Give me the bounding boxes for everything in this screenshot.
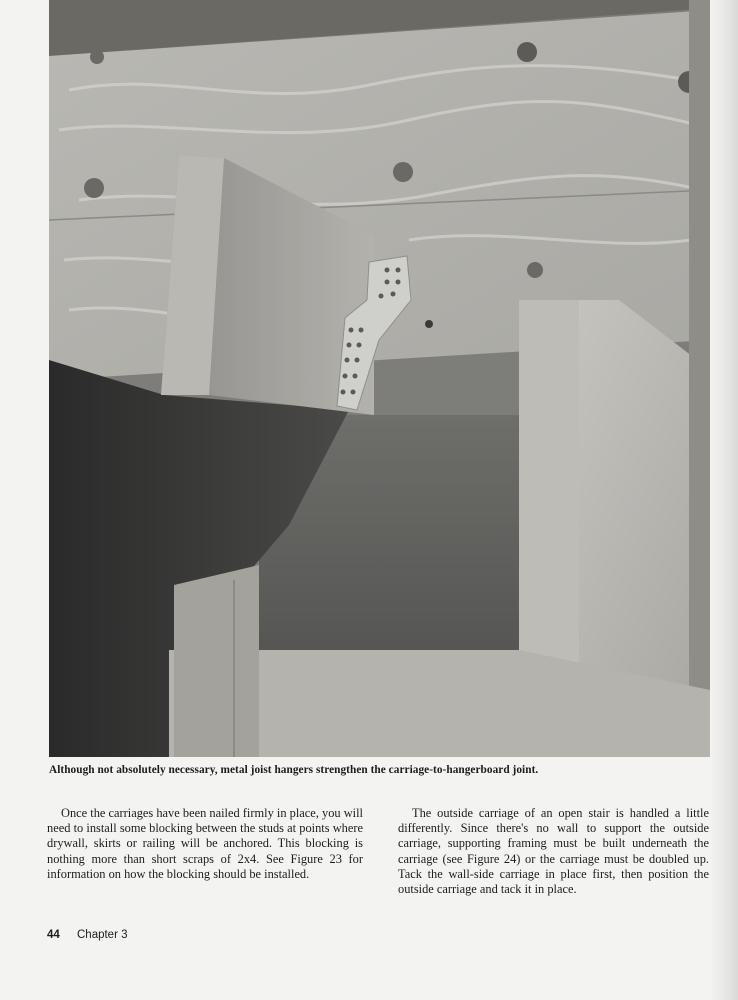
joist-hanger-photo (49, 0, 710, 757)
page-footer (47, 929, 128, 941)
figure-caption: Although not absolutely necessary, metal joist hangers strengthen the carriage-to-hangerboard joint. (49, 764, 539, 776)
page-gutter-shadow (710, 0, 738, 1000)
body-paragraph: Once the carriages have been nailed firmly in place, you will need to install some blocking between the studs at points where drywall, skirts or railing will be anchored. This blocking is nothing more than short scraps of 2x4. See Figure 23 for information on how the blocking should be installed. (47, 806, 363, 881)
chapter-label: Chapter 3 (77, 929, 128, 941)
body-paragraph: The outside carriage of an open stair is handled a little differently. Since there's no wall to support the outside carriage, supporting framing must be built underneath the carriage (see Figure 24) or the carriage must be doubled up. Tack the wall-side carriage in place first, then position the outside carriage and tack it in place. (398, 806, 709, 897)
body-column-right (398, 806, 709, 897)
page-number: 44 (47, 929, 60, 941)
body-column-left (47, 806, 363, 882)
